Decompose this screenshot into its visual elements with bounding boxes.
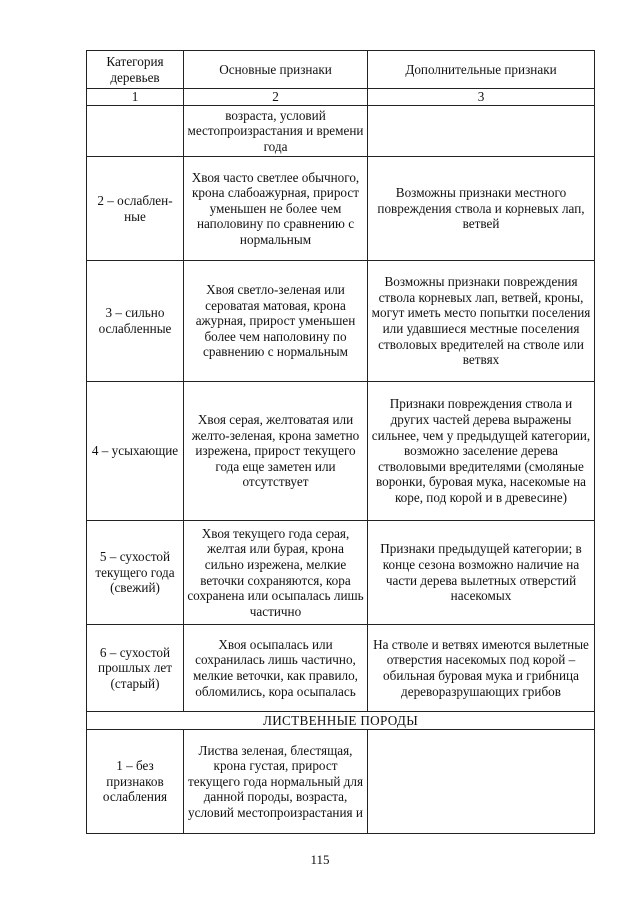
main-signs-cell: Хвоя осыпалась или сохранилась лишь частично, мелкие веточки, как правило, обломились, кора осыпалась bbox=[184, 625, 368, 712]
table-row bbox=[87, 382, 595, 521]
header-extra-signs: Дополнительные признаки bbox=[368, 51, 595, 89]
header-category: Категория деревьев bbox=[87, 51, 184, 89]
category-cell: 3 – сильно ослабленные bbox=[87, 261, 184, 382]
table-row bbox=[87, 157, 595, 261]
extra-signs-cell: На стволе и ветвях имеются вылетные отверстия насекомых под корой – обильная буровая мука и грибница дереворазрушающих грибов bbox=[368, 625, 595, 712]
extra-signs-cell: Признаки повреждения ствола и других частей дерева выражены сильнее, чем у предыдущей категории, возможно заселение дерева стволовыми вредителями (смоляные воронки, буровая мука, насекомые на коре, под корой и в древесине) bbox=[368, 382, 595, 521]
column-number: 2 bbox=[184, 89, 368, 106]
main-signs-cell: Хвоя светло-зеленая или сероватая матовая, крона ажурная, прирост уменьшен более чем наполовину по сравнению с нормальным bbox=[184, 261, 368, 382]
extra-signs-cell: Возможны признаки местного повреждения ствола и корневых лап, ветвей bbox=[368, 157, 595, 261]
table-row bbox=[87, 730, 595, 834]
category-cell bbox=[87, 106, 184, 157]
header-main-signs: Основные признаки bbox=[184, 51, 368, 89]
main-signs-cell: Хвоя часто светлее обычного, крона слабоажурная, прирост уменьшен не более чем наполовину по сравнению с нормальным bbox=[184, 157, 368, 261]
extra-signs-cell: Признаки предыдущей категории; в конце сезона возможно наличие на части дерева вылетных отверстий насекомых bbox=[368, 521, 595, 625]
column-number-row bbox=[87, 89, 595, 106]
main-signs-cell: Листва зеленая, блестящая, крона густая, прирост текущего года нормальный для данной породы, возраста, условий местопроизрастания и bbox=[184, 730, 368, 834]
extra-signs-cell bbox=[368, 106, 595, 157]
table-row bbox=[87, 521, 595, 625]
table-row bbox=[87, 625, 595, 712]
table-row bbox=[87, 261, 595, 382]
table-row bbox=[87, 106, 595, 157]
column-number: 3 bbox=[368, 89, 595, 106]
category-cell: 4 – усыхающие bbox=[87, 382, 184, 521]
column-number: 1 bbox=[87, 89, 184, 106]
main-signs-cell: возраста, условий местопроизрастания и времени года bbox=[184, 106, 368, 157]
section-title-row bbox=[87, 712, 595, 730]
category-cell: 6 – сухостой прошлых лет (старый) bbox=[87, 625, 184, 712]
category-cell: 1 – без признаков ослабления bbox=[87, 730, 184, 834]
category-cell: 5 – сухостой текущего года (свежий) bbox=[87, 521, 184, 625]
extra-signs-cell: Возможны признаки повреждения ствола корневых лап, ветвей, кроны, могут иметь место попытки поселения или удавшиеся местные поселения стволовых вредителей на стволе или ветвях bbox=[368, 261, 595, 382]
tree-condition-table bbox=[86, 50, 595, 834]
table-header-row bbox=[87, 51, 595, 89]
page-number: 115 bbox=[310, 852, 330, 867]
section-title: ЛИСТВЕННЫЕ ПОРОДЫ bbox=[87, 712, 595, 730]
category-cell: 2 – ослаблен-ные bbox=[87, 157, 184, 261]
main-signs-cell: Хвоя текущего года серая, желтая или бурая, крона сильно изрежена, мелкие веточки сохраняются, кора сохранена или осыпалась лишь частично bbox=[184, 521, 368, 625]
main-signs-cell: Хвоя серая, желтоватая или желто-зеленая, крона заметно изрежена, прирост текущего года еще заметен или отсутствует bbox=[184, 382, 368, 521]
extra-signs-cell bbox=[368, 730, 595, 834]
